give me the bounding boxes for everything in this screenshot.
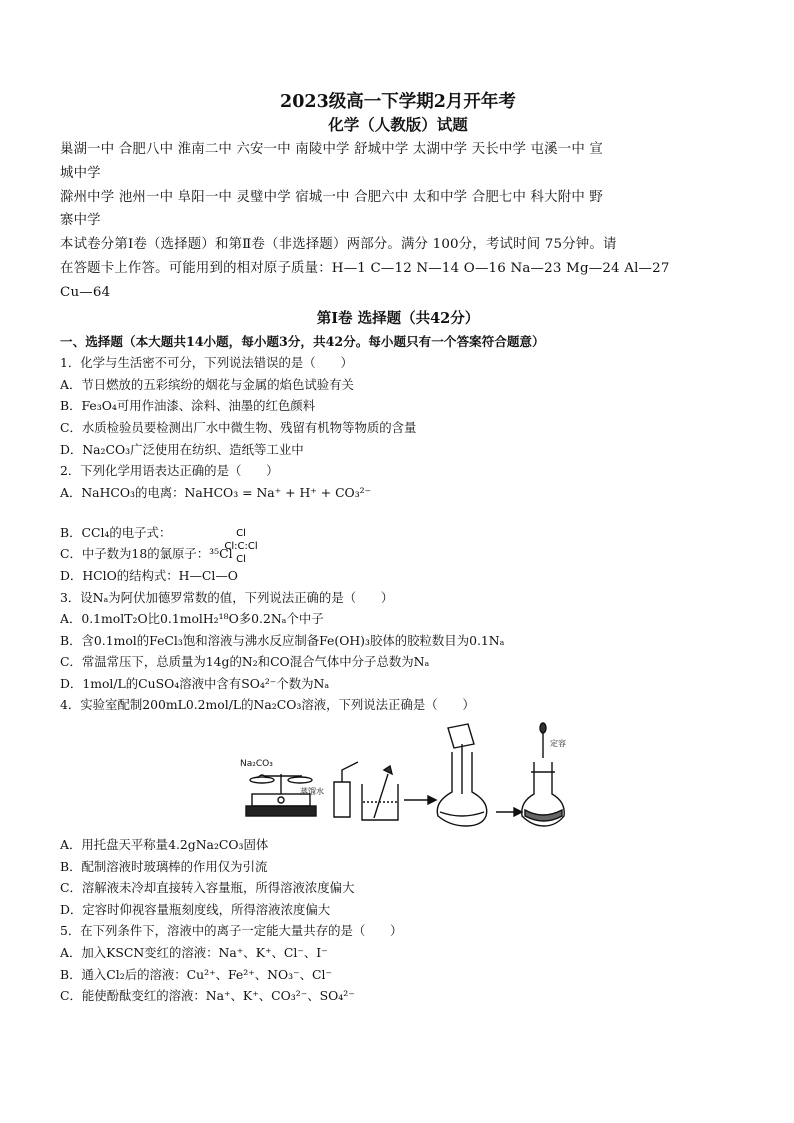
q3-option-d: D．1mol/L的CuSO₄溶液中含有SO₄²⁻个数为Nₐ [60, 675, 330, 691]
q2-option-c: C．中子数为18的氯原子：³⁵Cl [60, 546, 233, 562]
q5-option-c: C．能使酚酞变红的溶液：Na⁺、K⁺、CO₃²⁻、SO₄²⁻ [60, 988, 355, 1004]
question-4 [60, 694, 736, 920]
section-1-title: 第Ⅰ卷 选择题（共42分） [316, 309, 480, 327]
ccl4-lewis-structure [211, 525, 271, 566]
lewis-cl-c-cl: Cl:C:Cl [224, 541, 258, 553]
q1-option-b: B．Fe₃O₄可用作油漆、涂料、油墨的红色颜料 [60, 398, 316, 414]
q1-option-c: C．水质检验员要检测出厂水中微生物、残留有机物等物质的含量 [60, 419, 417, 435]
lewis-cl-top: Cl [236, 528, 247, 540]
q4-option-d: D．定容时仰视容量瓶刻度线，所得溶液浓度偏大 [60, 901, 331, 917]
fix-volume-label: 定容 [550, 739, 566, 749]
q5-option-a: A．加入KSCN变红的溶液：Na⁺、K⁺、Cl⁻、I⁻ [60, 945, 328, 961]
question-1 [60, 352, 736, 460]
q3-option-a: A．0.1molT₂O比0.1molH₂¹⁸O多0.2Nₐ个中子 [60, 611, 324, 627]
question-2 [60, 460, 736, 586]
q4-stem: 4．实验室配制200mL0.2mol/L的Na₂CO₃溶液，下列说法正确是（ ） [60, 697, 475, 713]
volumetric-flask-pour-drawing [437, 724, 486, 826]
q1-option-d: D．Na₂CO₃广泛使用在纺织、造纸等工业中 [60, 441, 304, 457]
q1-stem: 1．化学与生活密不可分，下列说法错误的是（ ） [60, 355, 353, 371]
schools-line-1: 巢湖一中 合肥八中 淮南二中 六安一中 南陵中学 舒城中学 太湖中学 天长中学 屯溪一中 宣 [60, 142, 603, 157]
intro-line-2: 在答题卡上作答。可能用到的相对原子质量：H—1 C—12 N—14 O—16 Na—23 Mg—24 Al—27 [60, 260, 670, 276]
q2-option-d: D．HClO的结构式：H—Cl—O [60, 567, 238, 583]
q5-stem: 5．在下列条件下，溶液中的离子一定能大量共存的是（ ） [60, 923, 403, 939]
schools-line-3: 滁州中学 池州一中 阜阳一中 灵璧中学 宿城一中 合肥六中 太和中学 合肥七中 科大附中 野 [60, 189, 603, 205]
q4-option-c: C．溶解液未冷却直接转入容量瓶，所得溶液浓度偏大 [60, 880, 355, 896]
q2-option-a: A．NaHCO₃的电离：NaHCO₃ = Na⁺ + H⁺ + CO₃²⁻ [60, 484, 372, 500]
exam-subtitle: 化学（人教版）试题 [328, 115, 468, 134]
q3-option-b: B．含0.1mol的FeCl₃饱和溶液与沸水反应制备Fe(OH)₃胶体的胶粒数目为0.1Nₐ [60, 632, 505, 648]
distilled-water-label: 蒸馏水 [300, 787, 324, 797]
lewis-cl-bottom: Cl [236, 554, 247, 566]
section-1-heading: 一、选择题（本大题共14小题，每小题3分，共42分。每小题只有一个答案符合题意） [60, 333, 545, 349]
na2co3-label: Na₂CO₃ [240, 759, 273, 770]
intro-line-1: 本试卷分第Ⅰ卷（选择题）和第Ⅱ卷（非选择题）两部分。满分 100分，考试时间 75分钟。请 [60, 237, 617, 253]
q3-stem: 3．设Nₐ为阿伏加德罗常数的值，下列说法正确的是（ ） [60, 589, 394, 605]
question-3 [60, 587, 736, 695]
q1-option-a: A．节日燃放的五彩缤纷的烟花与金属的焰色试验有关 [60, 376, 354, 392]
exam-title: 2023级高一下学期2月开年考 [280, 92, 516, 112]
q5-option-b: B．通入Cl₂后的溶液：Cu²⁺、Fe²⁺、NO₃⁻、Cl⁻ [60, 966, 333, 982]
schools-line-4: 寨中学 [60, 213, 101, 229]
schools-line-2: 城中学 [60, 165, 101, 181]
beaker-drawing [362, 766, 398, 820]
q2-option-b: B．CCl₄的电子式： [60, 525, 172, 541]
solution-preparation-figure [238, 722, 568, 830]
q3-option-c: C．常温常压下，总质量为14g的N₂和CO混合气体中分子总数为Nₐ [60, 654, 430, 670]
final-flask-dropper-drawing [522, 723, 566, 826]
q4-option-a: A．用托盘天平称量4.2gNa₂CO₃固体 [60, 837, 269, 853]
q4-option-b: B．配制溶液时玻璃棒的作用仅为引流 [60, 858, 268, 874]
question-5 [60, 920, 736, 1006]
intro-line-3: Cu—64 [60, 284, 111, 300]
exam-page [60, 90, 736, 1007]
q2-stem: 2．下列化学用语表达正确的是（ ） [60, 463, 279, 479]
